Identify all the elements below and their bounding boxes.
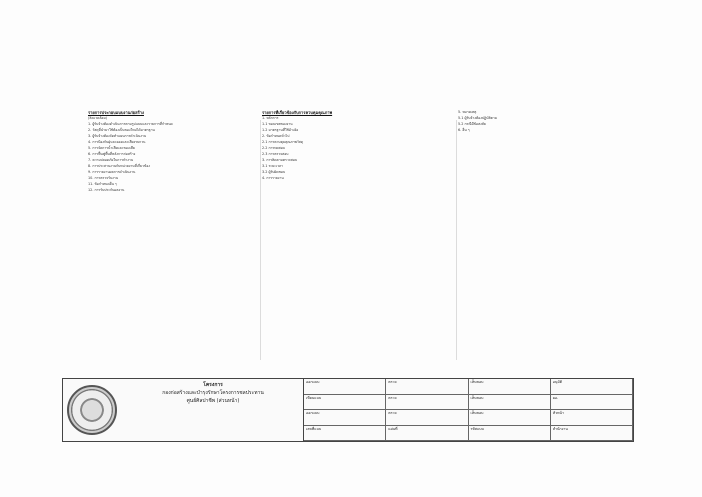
paragraph: 9. การรายงานผลการดำเนินงาน [88, 170, 136, 174]
paragraph: 2.3 การตรวจสอบ [262, 152, 289, 156]
signature-cell [469, 395, 551, 411]
column-divider [456, 120, 457, 360]
paragraph: 5. การจัดการน้ำเสียและของเสีย [88, 146, 135, 150]
department-seal-icon [67, 385, 117, 435]
paragraph: 1.1 ขอบเขตของงาน [262, 122, 293, 126]
paragraph: 2.2 การทดสอบ [262, 146, 285, 150]
project-label: โครงการ [203, 382, 223, 388]
signature-cell [386, 395, 468, 411]
title-block [62, 378, 634, 442]
cell-label: ผอ. [552, 395, 559, 400]
cell-label: เห็นชอบ [470, 395, 484, 400]
paragraph: 3. ผู้รับจ้างต้องจัดทำแผนการดำเนินงาน [88, 134, 147, 138]
column-heading: รายการประกอบแบบงานก่อสร้าง [88, 110, 144, 115]
cell-label: แผ่นที่ [388, 426, 398, 431]
organization-box [123, 379, 304, 441]
cell-label: เห็นชอบ [470, 411, 484, 415]
signature-cell [469, 410, 551, 426]
cell-label: ตรวจ [388, 411, 397, 415]
signature-cell [469, 379, 551, 395]
signature-cell [386, 410, 468, 426]
paragraph: 12. การรับประกันผลงาน [88, 188, 125, 192]
column-subheading: (สิ่งแวดล้อม) [88, 116, 108, 120]
cell-label: เขียนแบบ [306, 395, 322, 400]
paragraph: 1. หลักการ [262, 116, 279, 120]
cell-label: หัวหน้า [552, 411, 564, 415]
department-subname: ศูนย์ศิลปาชีพ (ส่วนหน้า) [186, 398, 240, 404]
paragraph: 2. วัสดุที่นำมาใช้ต้องเป็นของใหม่ได้มาตรฐาน [88, 128, 155, 132]
paragraph: 11. ข้อกำหนดอื่น ๆ [88, 182, 117, 186]
signature-cell [304, 410, 386, 426]
paragraph: 3.1 ระยะเวลา [262, 164, 283, 168]
paragraph: 3. การติดตามตรวจสอบ [262, 158, 298, 162]
paragraph: 5. หมายเหตุ [458, 110, 477, 114]
signature-cell [304, 379, 386, 395]
signature-cell [386, 379, 468, 395]
cell-label: เห็นชอบ [470, 380, 484, 384]
column-divider [260, 120, 261, 360]
signature-grid [304, 379, 633, 441]
signature-cell [304, 426, 386, 442]
cell-label: ตรวจ [388, 395, 397, 400]
signature-cell [551, 379, 633, 395]
signature-cell [551, 395, 633, 411]
paragraph: 1.2 มาตรฐานที่ใช้อ้างอิง [262, 128, 299, 132]
paragraph: 2.1 การควบคุมคุณภาพวัสดุ [262, 140, 304, 144]
cell-label: สำนักงาน [552, 426, 568, 431]
paragraph: 4. การป้องกันฝุ่นละอองและเสียงรบกวน [88, 140, 146, 144]
signature-cell [551, 426, 633, 442]
signature-cell [551, 410, 633, 426]
paragraph: 10. การตรวจรับงาน [88, 176, 119, 180]
specification-column-left [88, 110, 258, 367]
paragraph: 5.2 กรณีมีข้อสงสัย [458, 122, 486, 126]
cell-label: ออกแบบ [306, 411, 320, 415]
paragraph: 6. การฟื้นฟูพื้นที่หลังการก่อสร้าง [88, 152, 136, 156]
cell-label: ตรวจ [388, 380, 397, 384]
paragraph: 6. อื่น ๆ [458, 128, 470, 132]
paragraph: 5.1 ผู้รับจ้างต้องปฏิบัติตาม [458, 116, 497, 120]
signature-cell [386, 426, 468, 442]
paragraph: 7. ความปลอดภัยในการทำงาน [88, 158, 134, 162]
specification-column-right [458, 110, 628, 367]
cell-label: ออกแบบ [306, 380, 320, 384]
cell-label: รหัสแบบ [470, 426, 484, 431]
paragraph: 1. ผู้รับจ้างต้องดำเนินการตามรูปแบบและรายการที่กำหนด [88, 122, 173, 126]
department-name: กองก่อสร้างและบำรุงรักษาโครงการชลประทาน [162, 390, 264, 396]
paragraph: 2. ข้อกำหนดทั่วไป [262, 134, 290, 138]
cell-label: อนุมัติ [552, 380, 563, 384]
cell-label: เลขที่แบบ [306, 426, 322, 431]
paragraph: 8. การประสานงานกับหน่วยงานที่เกี่ยวข้อง [88, 164, 150, 168]
signature-cell [469, 426, 551, 442]
column-heading: รายการที่เกี่ยวข้องกับการควบคุมคุณภาพ [262, 110, 333, 115]
signature-cell [304, 395, 386, 411]
paragraph: 4. การรายงาน [262, 176, 284, 180]
specification-column-middle [262, 110, 454, 367]
paragraph: 3.2 ผู้รับผิดชอบ [262, 170, 286, 174]
